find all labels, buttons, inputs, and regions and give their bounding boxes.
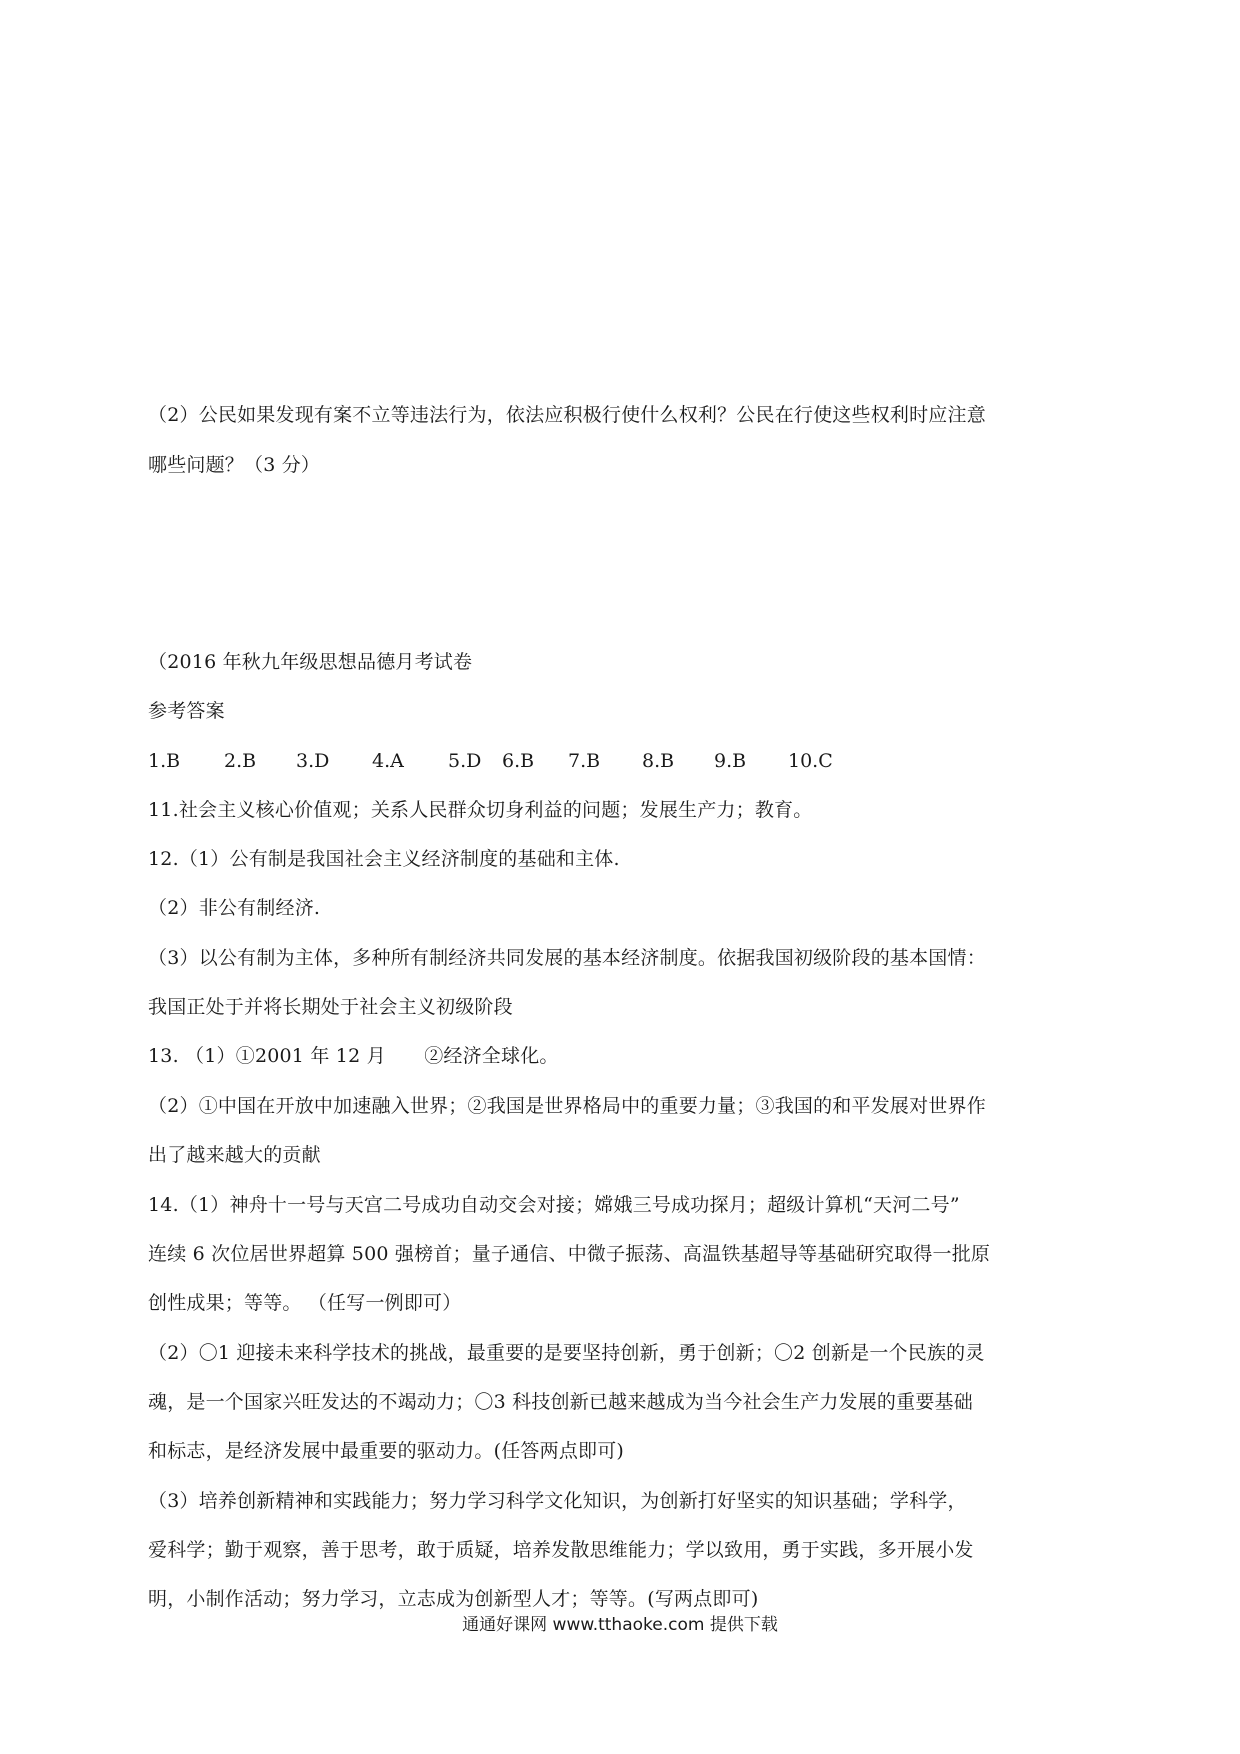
mc-answer: 9.B [714, 750, 747, 772]
answer-title: 参考答案 [148, 700, 225, 722]
mc-answer: 8.B [642, 750, 675, 772]
multiple-choice-answers [148, 746, 868, 776]
answer-13-2a: （2）①中国在开放中加速融入世界；②我国是世界格局中的重要力量；③我国的和平发展对世界作 [148, 1095, 986, 1117]
answer-14-2b: 魂，是一个国家兴旺发达的不竭动力；〇3 科技创新已越来越成为当今社会生产力发展的重要基础 [148, 1391, 973, 1413]
question-line-1: （2）公民如果发现有案不立等违法行为，依法应积极行使什么权利？公民在行使这些权利时应注意 [148, 404, 986, 426]
mc-answer: 2.B [224, 750, 257, 772]
mc-answer: 1.B [148, 750, 181, 772]
page-footer: 通通好课网 www.tthaoke.com 提供下载 [462, 1615, 778, 1635]
answer-14-1a: 14.（1）神舟十一号与天宫二号成功自动交会对接；嫦娥三号成功探月；超级计算机“天河二号” [148, 1194, 960, 1216]
answer-13-1: 13. （1）①2001 年 12 月 ②经济全球化。 [148, 1045, 559, 1067]
answer-14-2c: 和标志，是经济发展中最重要的驱动力。(任答两点即可) [148, 1440, 625, 1462]
mc-answer: 7.B [568, 750, 601, 772]
answer-12-3b: 我国正处于并将长期处于社会主义初级阶段 [148, 996, 513, 1018]
question-line-2: 哪些问题？（3 分） [148, 454, 321, 476]
answer-14-1b: 连续 6 次位居世界超算 500 强榜首；量子通信、中微子振荡、高温铁基超导等基础研究取得一批原 [148, 1243, 991, 1265]
answer-14-3a: （3）培养创新精神和实践能力；努力学习科学文化知识，为创新打好坚实的知识基础；学科学， [148, 1490, 967, 1512]
answer-13-2b: 出了越来越大的贡献 [148, 1144, 321, 1166]
answer-14-1c: 创性成果；等等。 （任写一例即可） [148, 1292, 462, 1314]
answer-14-3c: 明，小制作活动；努力学习，立志成为创新型人才；等等。(写两点即可) [148, 1588, 759, 1610]
mc-answer: 3.D [296, 750, 330, 772]
mc-answer: 5.D [448, 750, 482, 772]
mc-answer: 4.A [372, 750, 404, 772]
answer-12-1: 12.（1）公有制是我国社会主义经济制度的基础和主体. [148, 848, 620, 870]
answer-12-3a: （3）以公有制为主体，多种所有制经济共同发展的基本经济制度。依据我国初级阶段的基本国情： [148, 947, 986, 969]
answer-12-2: （2）非公有制经济. [148, 897, 321, 919]
mc-answer: 6.B [502, 750, 535, 772]
answer-14-2a: （2）〇1 迎接未来科学技术的挑战，最重要的是要坚持创新，勇于创新；〇2 创新是一个民族的灵 [148, 1342, 985, 1364]
answer-11: 11.社会主义核心价值观；关系人民群众切身利益的问题；发展生产力；教育。 [148, 799, 813, 821]
mc-answer: 10.C [788, 750, 833, 772]
exam-title: （2016 年秋九年级思想品德月考试卷 [148, 651, 473, 673]
answer-14-3b: 爱科学；勤于观察，善于思考，敢于质疑，培养发散思维能力；学以致用，勇于实践，多开展小发 [148, 1539, 974, 1561]
